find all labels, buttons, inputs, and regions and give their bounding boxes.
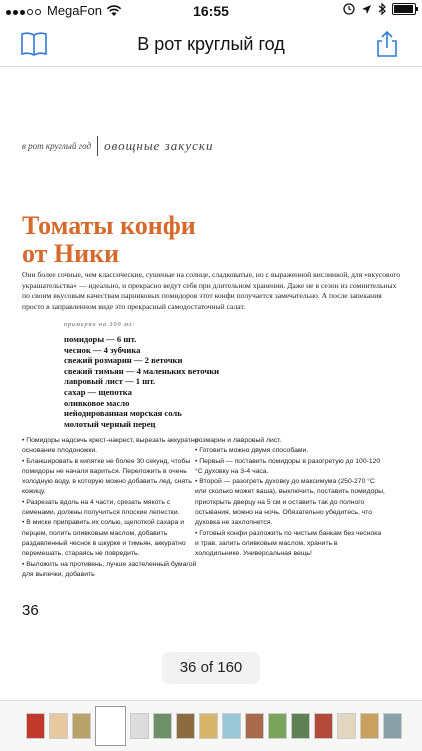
book-title: В рот круглый год: [137, 34, 285, 54]
page-thumbnail[interactable]: [268, 713, 287, 739]
instruction-step: • В миске приправить их солью, щепоткой сахара и перцем, полить оливковым маслом, добавить раздавленный чеснок в шкурке и тимьян, аккуратно перемешать, стараясь не повредить.: [22, 519, 186, 558]
ingredient-item: лавровый лист — 1 шт.: [64, 376, 156, 387]
ingredient-item: оливковое масло: [64, 397, 130, 408]
page-number: 36: [22, 602, 39, 619]
instruction-step: • Выложить на противень, лучше застеленный бумагой для выпечки, добавить: [22, 560, 197, 578]
ingredient-item: свежий тимьян — 4 маленьких веточки: [64, 365, 220, 376]
section-book-name: в рот круглый год: [22, 141, 92, 151]
recipe-title: [22, 212, 196, 268]
instruction-step: • Помидоры надсечь крест-накрест, вырезать аккуратно основание плодоножки.: [22, 437, 199, 455]
section-chapter-name: овощные закуски: [104, 138, 214, 153]
instruction-step: • Готовый конфи разложить по чистым банкам без чеснока и трав, залить оливковым маслом, хранить в холодильнике. Универсальная вещь!: [195, 529, 382, 558]
ingredient-item: сахар — щепотка: [64, 386, 132, 397]
page-thumbnail[interactable]: [72, 713, 91, 739]
recipe-title-line-2: от Ники: [22, 239, 120, 268]
instruction-step: • Второй — разогреть духовку до максимума (250-270 °С или сколько может ваша), выключить, поставить помидоры, приоткрыть дверцу на 5 см и оставить так до полного остывания, можно на ночь. Обязательно убедитесь, что духовка не захлопнется.: [195, 478, 385, 527]
page-thumbnail[interactable]: [153, 713, 172, 739]
page-thumbnail[interactable]: [130, 713, 149, 739]
page-thumbnail[interactable]: [49, 713, 68, 739]
ingredient-item: свежий розмарин — 2 веточки: [64, 355, 183, 366]
page-thumbnail[interactable]: [176, 713, 195, 739]
instructions-column-2: [195, 436, 385, 560]
carrier-label: MegaFon: [47, 3, 102, 18]
ingredients-list: [64, 334, 219, 429]
page-thumbnail[interactable]: [291, 713, 310, 739]
page-thumbnail[interactable]: [360, 713, 379, 739]
recipe-title-line-1: Томаты конфи: [22, 211, 196, 240]
page-thumbnail[interactable]: [337, 713, 356, 739]
instruction-step: • Готовить можно двумя способами.: [195, 447, 309, 455]
page-thumbnail[interactable]: [245, 713, 264, 739]
ingredient-item: молотый черный перец: [64, 418, 156, 429]
section-header: [22, 136, 213, 156]
section-divider: [97, 136, 98, 156]
instruction-step: • Бланшировать в кипятке не более 30 секунд, чтобы помидоры не начали вариться. Переложить в очень холодную воду, в которую можно добавить лед, снять кожицу.: [22, 457, 192, 496]
instructions-column-1: [22, 436, 200, 580]
page-thumbnail[interactable]: [383, 713, 402, 739]
page-thumbnail[interactable]: [199, 713, 218, 739]
page-thumbnail-strip[interactable]: [0, 700, 422, 751]
ingredients-heading: примерно на 300 мл:: [64, 322, 136, 328]
ingredient-item: помидоры — 6 шт.: [64, 334, 137, 344]
instruction-step: • Разрезать вдоль на 4 части, срезать мякоть с семенами, должны получиться плоские лепестки.: [22, 498, 180, 517]
instruction-step: • Первый — поставить помидоры в разогретую до 100-120 °С духовку на 3-4 часа.: [195, 457, 381, 475]
page-indicator: 36 of 160: [162, 652, 260, 684]
page-thumbnail-current[interactable]: [95, 706, 126, 746]
recipe-intro: Они более сочные, чем классические, сушеные на солнце, сладковатые, но с выраженной кислинкой, для «вкусового украшательства» — идеально, и прекрасно ведут себя при длительном хранении. Даже не в сезон из сомнительных по своим вкусовым качествам парниковых помидоров этот конфи получается замечательно. А после запекания просто в заправленном виде это прекрасный самодостаточный салат.: [22, 270, 401, 311]
status-time: 16:55: [193, 3, 229, 19]
page-thumbnail[interactable]: [314, 713, 333, 739]
ingredient-item: нейодированная морская соль: [64, 408, 182, 419]
page-thumbnail[interactable]: [222, 713, 241, 739]
page-thumbnail[interactable]: [26, 713, 45, 739]
instruction-step: розмарин и лавровый лист.: [195, 437, 282, 444]
ingredient-item: чеснок — 4 зубчика: [64, 344, 141, 355]
